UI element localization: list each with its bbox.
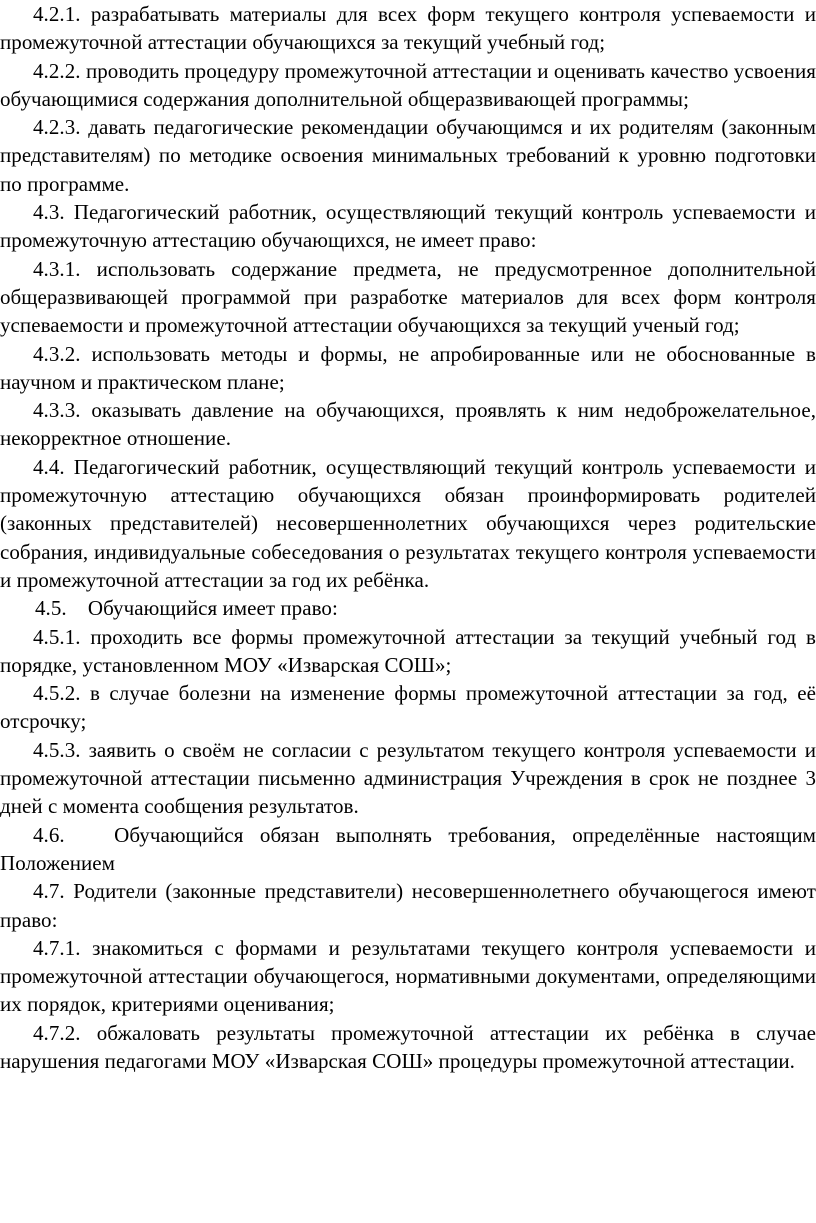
paragraph-4-3-1: 4.3.1. использовать содержание предмета, не предусмотренное дополнительной общеразвивающей программой при разработке материалов для всех форм контроля успеваемости и промежуточной аттестации обучающихся за текущий ученый год; — [0, 256, 816, 338]
paragraph-4-3: 4.3. Педагогический работник, осуществляющий текущий контроль успеваемости и промежуточную аттестацию обучающихся, не имеет право: — [0, 200, 816, 253]
paragraph-4-5-1: 4.5.1. проходить все формы промежуточной аттестации за текущий учебный год в порядке, установленном МОУ «Изварская СОШ»; — [0, 624, 816, 677]
paragraph-4-5: 4.5. Обучающийся имеет право: — [35, 596, 338, 621]
paragraph-4-2-2: 4.2.2. проводить процедуру промежуточной аттестации и оценивать качество усвоения обучающимися содержания дополнительной общеразвивающей программы; — [0, 58, 816, 111]
paragraph-4-5-3: 4.5.3. заявить о своём не согласии с результатом текущего контроля успеваемости и промежуточной аттестации письменно администрация Учреждения в срок не позднее 3 дней с момента сообщения результатов. — [0, 737, 816, 819]
paragraph-4-3-3: 4.3.3. оказывать давление на обучающихся, проявлять к ним недоброжелательное, некорректное отношение. — [0, 398, 816, 451]
paragraph-4-2-3: 4.2.3. давать педагогические рекомендации обучающимся и их родителям (законным представителям) по методике освоения минимальных требований к уровню подготовки по программе. — [0, 115, 816, 196]
paragraph-4-7-2: 4.7.2. обжаловать результаты промежуточной аттестации их ребёнка в случае нарушения педагогами МОУ «Изварская СОШ» процедуры промежуточной аттестации. — [0, 1020, 816, 1073]
paragraph-4-7-1: 4.7.1. знакомиться с формами и результатами текущего контроля успеваемости и промежуточной аттестации обучающегося, нормативными документами, определяющими их порядок, критериями оценивания; — [0, 935, 816, 1017]
paragraph-4-5-2: 4.5.2. в случае болезни на изменение формы промежуточной аттестации за год, её отсрочку; — [0, 681, 816, 734]
paragraph-4-4: 4.4. Педагогический работник, осуществляющий текущий контроль успеваемости и промежуточную аттестацию обучающихся обязан проинформировать родителей (законных представителей) несовершеннолетних обучающихся через родительские собрания, индивидуальные собеседования о результатах текущего контроля успеваемости и промежуточной аттестации за год их ребёнка. — [0, 454, 816, 592]
paragraph-4-6: 4.6. Обучающийся обязан выполнять требования, определённые настоящим Положением — [0, 822, 816, 875]
paragraph-4-2-1: 4.2.1. разрабатывать материалы для всех форм текущего контроля успеваемости и промежуточной аттестации обучающихся за текущий учебный год; — [0, 2, 816, 55]
paragraph-4-7: 4.7. Родители (законные представители) несовершеннолетнего обучающегося имеют право: — [0, 879, 816, 932]
paragraph-4-3-2: 4.3.2. использовать методы и формы, не апробированные или не обоснованные в научном и практическом плане; — [0, 341, 816, 394]
